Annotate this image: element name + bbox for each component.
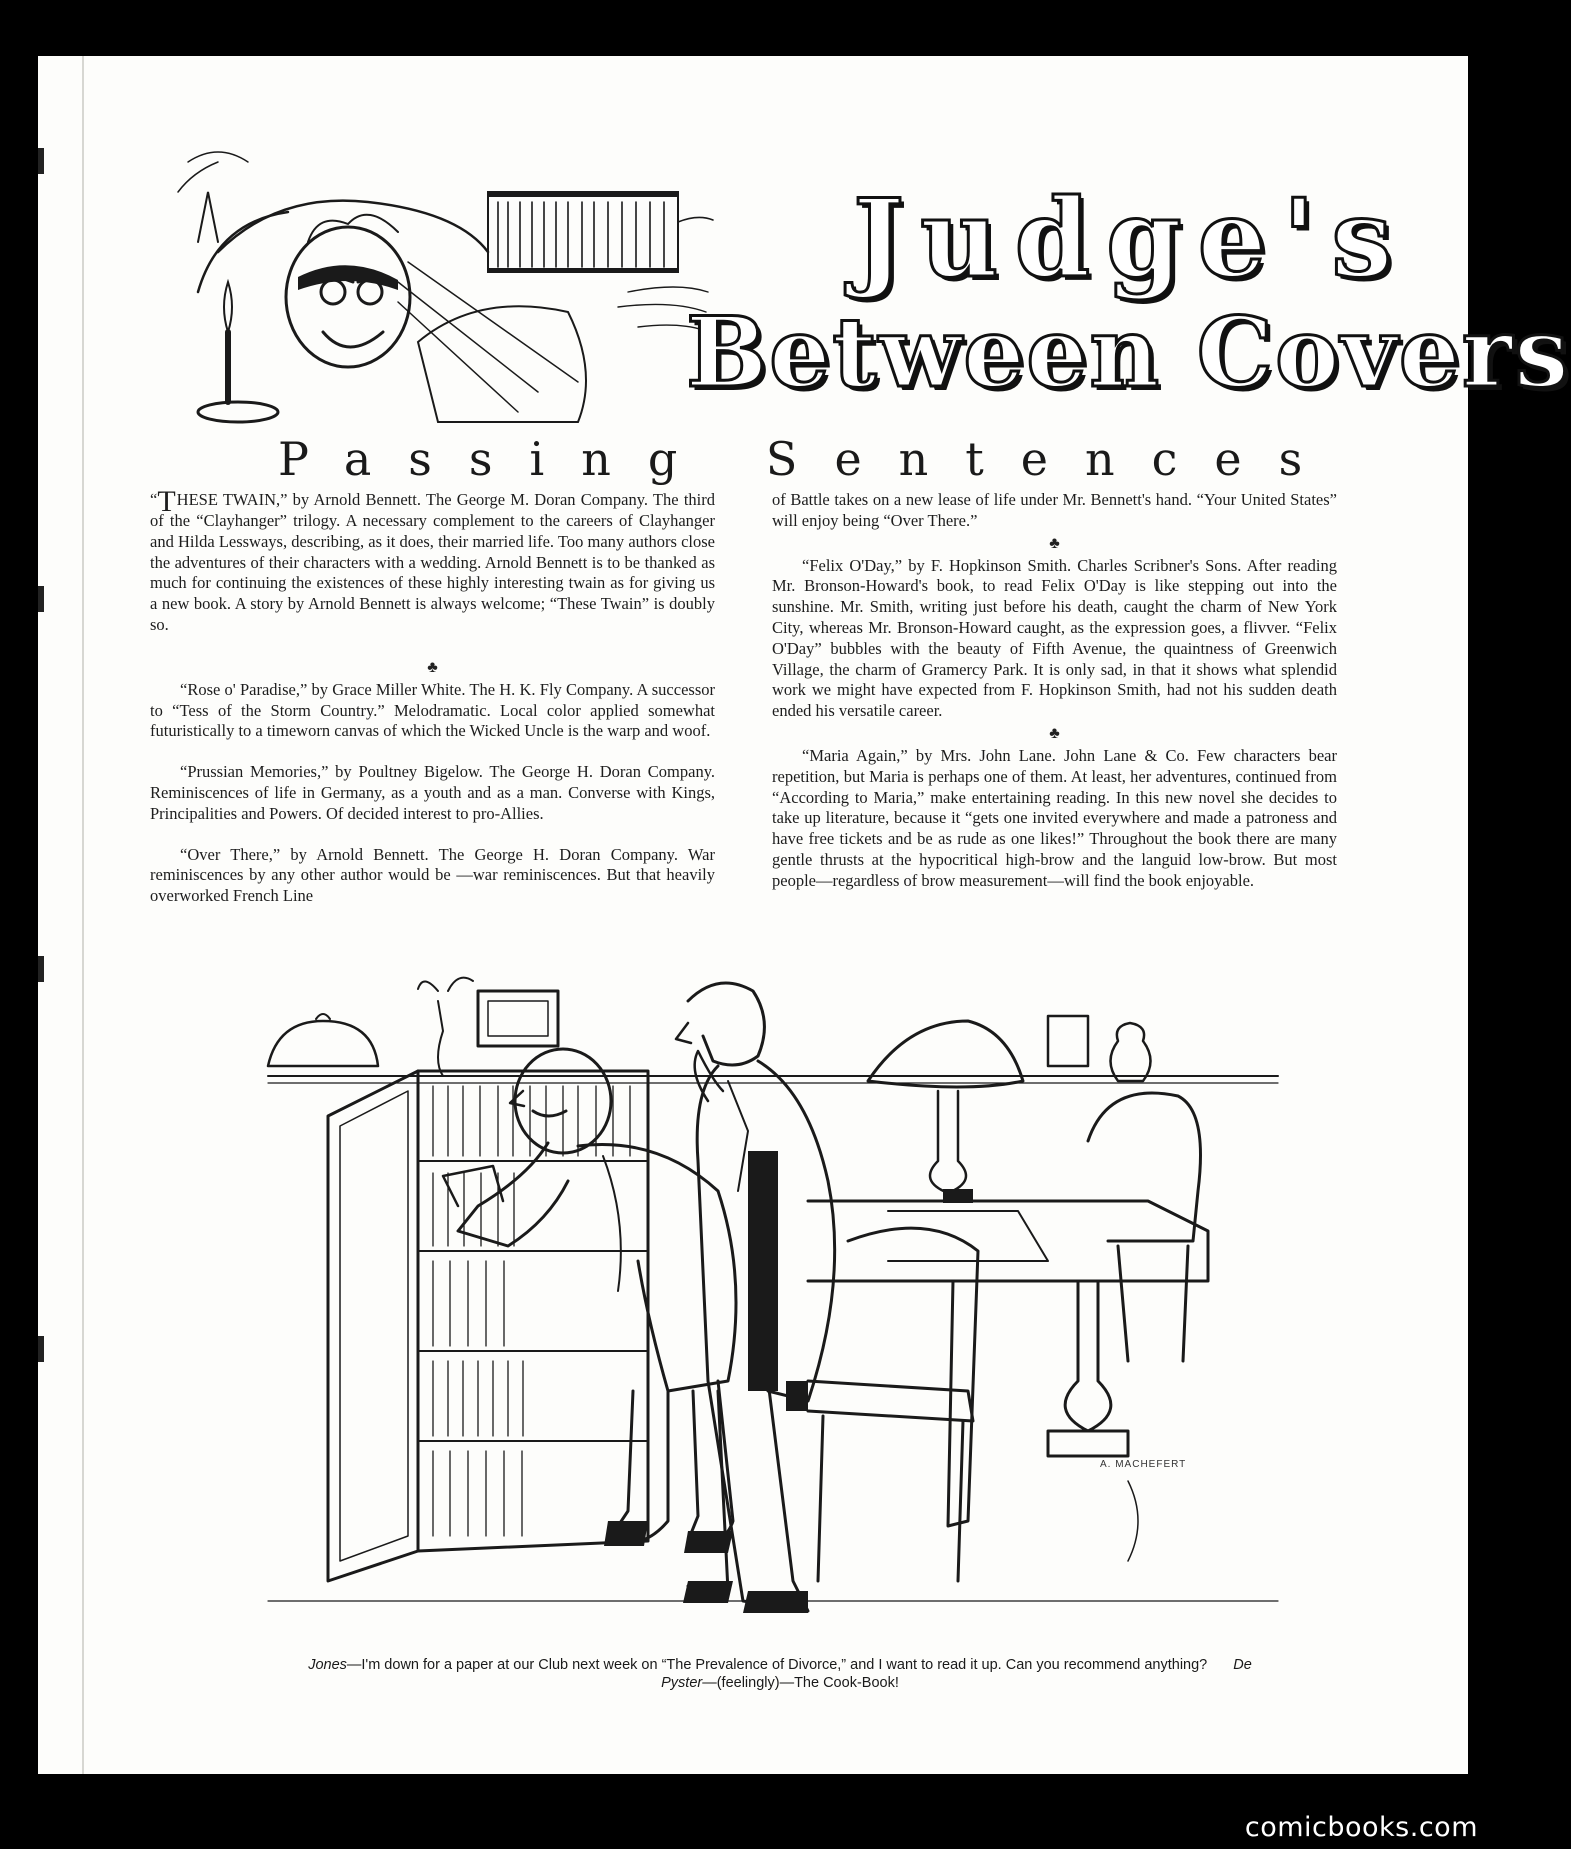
review-rose-o-paradise: “Rose o' Paradise,” by Grace Miller White. The H. K. Fly Company. A successor to “Tess of the Storm Country.” Melodramatic. Local color applied somewhat futuristically to a timeworn canvas of which the Wicked Uncle is the warp and woof. bbox=[150, 679, 715, 741]
review-these-twain bbox=[150, 485, 715, 636]
binding-mark bbox=[38, 148, 44, 174]
drop-cap: T bbox=[157, 485, 176, 518]
caption-line-2: —(feelingly)—The Cook-Book! bbox=[702, 1675, 899, 1691]
magazine-page bbox=[38, 56, 1571, 1774]
right-column bbox=[772, 490, 1337, 892]
binding-mark bbox=[38, 586, 44, 612]
caption-line-1: —I'm down for a paper at our Club next week on “The Prevalence of Divorce,” and I want to read it up. Can you recommend anything? bbox=[346, 1657, 1208, 1673]
artist-signature: A. MACHEFERT bbox=[1100, 1459, 1187, 1470]
left-column bbox=[150, 485, 715, 907]
review-prussian-memories: “Prussian Memories,” by Poultney Bigelow. The George H. Doran Company. Reminiscences of life in Germany, as a youth and as a man. Converse with Kings, Principalities and Powers. Of decided interest to pro-Allies. bbox=[150, 762, 715, 823]
masthead-title-line-2: Between Covers bbox=[686, 296, 1571, 409]
page-gutter-line bbox=[82, 56, 84, 1774]
club-ornament-icon: ♣ bbox=[1049, 534, 1060, 552]
review-text: HESE TWAIN,” by Arnold Bennett. The George M. Doran Company. The third of the “Clayhanger” trilogy. A necessary complement to the careers of Clayhanger and Hilda Lessways, describing, as it does, their married life. Too many authors close the adventures of their characters with a wedding. Arnold Bennett is to be thanked as much for continuing the existences of these highly interesting twain as for giving us a new book. A story by Arnold Bennett is always welcome; “These Twain” is doubly so. bbox=[150, 490, 715, 634]
cartoon-caption bbox=[300, 1656, 1260, 1692]
opening-quote: “ bbox=[150, 490, 158, 509]
cartoon-illustration bbox=[248, 961, 1298, 1641]
review-over-there: “Over There,” by Arnold Bennett. The George H. Doran Company. War reminiscences by any other author would be —war reminiscences. But that heavily overworked French Line bbox=[150, 844, 715, 906]
review-felix-oday: “Felix O'Day,” by F. Hopkinson Smith. Charles Scribner's Sons. After reading Mr. Bronson-Howard's book, to read Felix O'Day is like stepping out into the sunshine. Mr. Smith, writing just before his death, caught the charm of New York City, whereas Mr. Bronson-Howard caught, as the expression goes, a flivver. “Felix O'Day” bubbles with the beauty of Fifth Avenue, the quaintness of Greenwich Village, the charm of Gramercy Park. It is only sad, in that it shows what splendid work we might have expected from F. Hopkinson Smith, had not his sudden death ended his versatile career. bbox=[772, 555, 1337, 721]
caption-speaker-jones: Jones bbox=[308, 1657, 347, 1673]
spacer bbox=[150, 742, 715, 762]
club-ornament-icon: ♣ bbox=[427, 658, 438, 676]
spacer bbox=[150, 636, 715, 656]
binding-mark bbox=[38, 1336, 44, 1362]
header-illustration bbox=[158, 132, 718, 432]
section-heading: Passing Sentences bbox=[278, 432, 1340, 486]
site-watermark: comicbooks.com bbox=[1244, 1812, 1478, 1843]
caption-speaker-de-pyster: De Pyster bbox=[661, 1657, 1252, 1691]
binding-mark bbox=[38, 956, 44, 982]
club-ornament-icon: ♣ bbox=[1049, 724, 1060, 742]
spacer bbox=[150, 825, 715, 845]
review-maria-again: “Maria Again,” by Mrs. John Lane. John Lane & Co. Few characters bear repetition, but Maria is perhaps one of them. At least, her adventures, continued from “According to Maria,” make entertaining reading. In this new novel she decides to take up literature, because it “gets one invited everywhere and made a patroness and have free tickets and be as rude as one likes!” Throughout the book there are many gentle thrusts at the hypocritical high-brow and the languid low-brow. But most people—regardless of brow measurement—will find the book enjoyable. bbox=[772, 745, 1337, 890]
review-over-there-continued: of Battle takes on a new lease of life under Mr. Bennett's hand. “Your United States” will enjoy being “Over There.” bbox=[772, 490, 1337, 530]
masthead-title-line-1: Judge's bbox=[853, 176, 1409, 302]
